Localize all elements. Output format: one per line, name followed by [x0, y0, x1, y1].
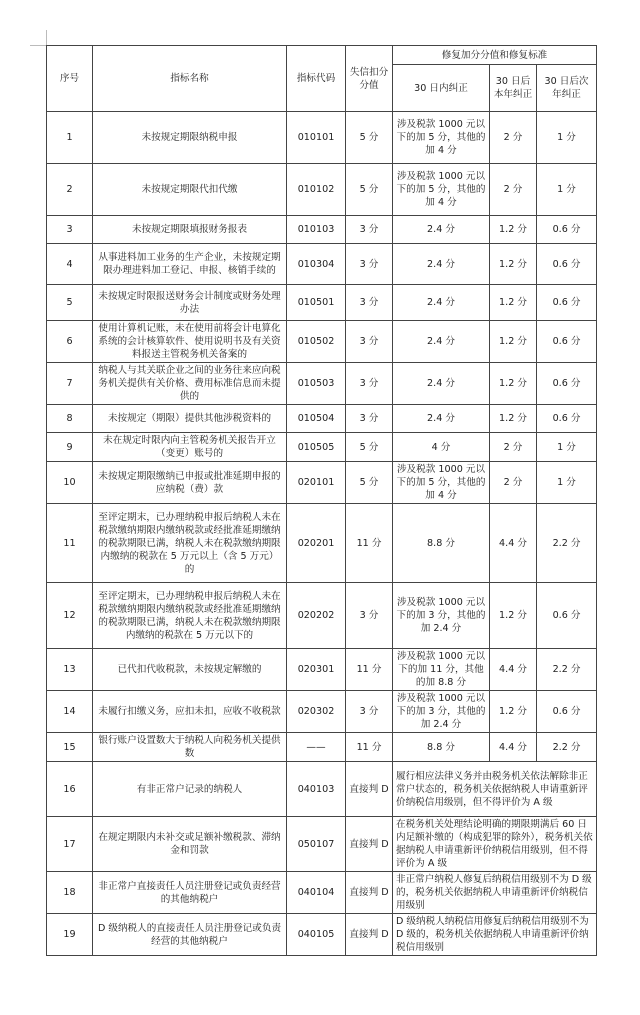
row-deduct-cell: 5 分 [346, 462, 393, 504]
row-seq-cell: 17 [47, 817, 93, 872]
row-code-cell: 010502 [287, 321, 346, 363]
row-name-cell: 未按规定期限纳税申报 [93, 112, 287, 164]
row-name-cell: 未履行扣缴义务，应扣未扣，应收不收税款 [93, 691, 287, 733]
row-after-30-days-next-year-cell: 1 分 [537, 112, 597, 164]
row-code-cell: 020302 [287, 691, 346, 733]
row-within-30-days-cell: 涉及税款 1000 元以下的加 5 分，其他的加 4 分 [393, 462, 490, 504]
row-name-cell: 从事进料加工业务的生产企业，未按规定期限办理进料加工登记、申报、核销手续的 [93, 244, 287, 285]
row-repair-standard-cell: 履行相应法律义务并由税务机关依法解除非正常户状态的，税务机关依据纳税人申请重新评价纳税信用级别，但不得评价为 A 级 [393, 762, 597, 817]
header-code: 指标代码 [287, 46, 346, 112]
row-name-cell: 至评定期末，已办理纳税申报后纳税人未在税款缴纳期限内缴纳税款或经批准延期缴纳的税款期限已满，纳税人未在税款缴纳期限内缴纳的税款在 5 万元以上（含 5 万元）的 [93, 504, 287, 583]
row-code-cell: 010503 [287, 363, 346, 405]
row-after-30-days-next-year-cell: 0.6 分 [537, 244, 597, 285]
table-row [47, 462, 597, 504]
row-name-cell: 银行账户设置数大于纳税人向税务机关提供数 [93, 733, 287, 762]
row-seq-cell: 19 [47, 914, 93, 956]
table-row [47, 583, 597, 649]
row-name-cell: 未按规定期限代扣代缴 [93, 164, 287, 216]
row-deduct-cell: 直接判 D [346, 817, 393, 872]
row-name-cell: 非正常户直接责任人员注册登记或负责经营的其他纳税户 [93, 872, 287, 914]
row-within-30-days-cell: 2.4 分 [393, 363, 490, 405]
header-name: 指标名称 [93, 46, 287, 112]
table-row [47, 321, 597, 363]
row-seq-cell: 14 [47, 691, 93, 733]
row-after-30-days-next-year-cell: 0.6 分 [537, 216, 597, 244]
row-after-30-days-next-year-cell: 1 分 [537, 433, 597, 462]
row-repair-standard-cell: 非正常户纳税人修复后纳税信用级别不为 D 级的，税务机关依据纳税人申请重新评价纳税信用级别 [393, 872, 597, 914]
row-code-cell: 010501 [287, 285, 346, 321]
table-body [47, 46, 597, 956]
row-after-30-days-next-year-cell: 0.6 分 [537, 285, 597, 321]
row-deduct-cell: 直接判 D [346, 762, 393, 817]
row-deduct-cell: 5 分 [346, 433, 393, 462]
row-name-cell: 未在规定时限内向主管税务机关报告开立（变更）账号的 [93, 433, 287, 462]
row-within-30-days-cell: 2.4 分 [393, 244, 490, 285]
row-code-cell: —— [287, 733, 346, 762]
row-name-cell: D 级纳税人的直接责任人员注册登记或负责经营的其他纳税户 [93, 914, 287, 956]
table-row [47, 872, 597, 914]
header-after-30-days-this-year: 30 日后本年纠正 [490, 65, 537, 112]
row-after-30-days-this-year-cell: 1.2 分 [490, 405, 537, 433]
row-deduct-cell: 3 分 [346, 583, 393, 649]
row-after-30-days-next-year-cell: 0.6 分 [537, 405, 597, 433]
row-within-30-days-cell: 4 分 [393, 433, 490, 462]
row-seq-cell: 5 [47, 285, 93, 321]
tax-credit-repair-table [46, 45, 597, 956]
row-code-cell: 010101 [287, 112, 346, 164]
row-after-30-days-this-year-cell: 2 分 [490, 462, 537, 504]
row-deduct-cell: 11 分 [346, 504, 393, 583]
row-seq-cell: 8 [47, 405, 93, 433]
row-after-30-days-next-year-cell: 2.2 分 [537, 504, 597, 583]
row-after-30-days-this-year-cell: 1.2 分 [490, 216, 537, 244]
row-name-cell: 有非正常户记录的纳税人 [93, 762, 287, 817]
row-after-30-days-next-year-cell: 1 分 [537, 462, 597, 504]
row-seq-cell: 7 [47, 363, 93, 405]
row-seq-cell: 11 [47, 504, 93, 583]
row-after-30-days-next-year-cell: 0.6 分 [537, 691, 597, 733]
row-deduct-cell: 5 分 [346, 164, 393, 216]
row-after-30-days-this-year-cell: 2 分 [490, 112, 537, 164]
row-code-cell: 050107 [287, 817, 346, 872]
row-after-30-days-next-year-cell: 0.6 分 [537, 363, 597, 405]
row-deduct-cell: 3 分 [346, 405, 393, 433]
row-deduct-cell: 直接判 D [346, 914, 393, 956]
table-row [47, 216, 597, 244]
row-seq-cell: 16 [47, 762, 93, 817]
row-after-30-days-this-year-cell: 4.4 分 [490, 733, 537, 762]
header-repair-group: 修复加分分值和修复标准 [393, 46, 597, 65]
row-code-cell: 010304 [287, 244, 346, 285]
row-name-cell: 至评定期末，已办理纳税申报后纳税人未在税款缴纳期限内缴纳税款或经批准延期缴纳的税款期限已满，纳税人未在税款缴纳期限内缴纳的税款在 5 万元以下的 [93, 583, 287, 649]
row-code-cell: 040103 [287, 762, 346, 817]
row-deduct-cell: 3 分 [346, 321, 393, 363]
row-code-cell: 040104 [287, 872, 346, 914]
row-within-30-days-cell: 8.8 分 [393, 733, 490, 762]
row-deduct-cell: 11 分 [346, 649, 393, 691]
row-after-30-days-this-year-cell: 1.2 分 [490, 363, 537, 405]
row-seq-cell: 12 [47, 583, 93, 649]
row-deduct-cell: 3 分 [346, 363, 393, 405]
row-name-cell: 未按规定期限缴纳已申报或批准延期申报的应纳税（费）款 [93, 462, 287, 504]
row-deduct-cell: 3 分 [346, 244, 393, 285]
row-seq-cell: 18 [47, 872, 93, 914]
table-row [47, 244, 597, 285]
row-within-30-days-cell: 2.4 分 [393, 285, 490, 321]
row-seq-cell: 4 [47, 244, 93, 285]
row-name-cell: 已代扣代收税款，未按规定解缴的 [93, 649, 287, 691]
table-row [47, 405, 597, 433]
row-seq-cell: 3 [47, 216, 93, 244]
table-row [47, 363, 597, 405]
row-code-cell: 020201 [287, 504, 346, 583]
row-within-30-days-cell: 2.4 分 [393, 405, 490, 433]
table-row [47, 733, 597, 762]
table-row [47, 817, 597, 872]
header-within-30-days: 30 日内纠正 [393, 65, 490, 112]
table-row [47, 762, 597, 817]
row-code-cell: 010102 [287, 164, 346, 216]
row-code-cell: 020301 [287, 649, 346, 691]
row-deduct-cell: 11 分 [346, 733, 393, 762]
row-deduct-cell: 3 分 [346, 691, 393, 733]
table-row [47, 433, 597, 462]
crop-mark-horizontal [30, 45, 46, 46]
row-after-30-days-this-year-cell: 4.4 分 [490, 504, 537, 583]
row-after-30-days-next-year-cell: 1 分 [537, 164, 597, 216]
table-row [47, 504, 597, 583]
row-code-cell: 010505 [287, 433, 346, 462]
row-within-30-days-cell: 涉及税款 1000 元以下的加 5 分，其他的加 4 分 [393, 164, 490, 216]
row-after-30-days-next-year-cell: 0.6 分 [537, 583, 597, 649]
table-row [47, 285, 597, 321]
row-after-30-days-next-year-cell: 0.6 分 [537, 321, 597, 363]
row-name-cell: 未按规定期限填报财务报表 [93, 216, 287, 244]
crop-mark-vertical [46, 30, 47, 46]
row-after-30-days-this-year-cell: 1.2 分 [490, 285, 537, 321]
row-name-cell: 未按规定（期限）提供其他涉税资料的 [93, 405, 287, 433]
row-seq-cell: 9 [47, 433, 93, 462]
table-row [47, 649, 597, 691]
table-row [47, 914, 597, 956]
row-after-30-days-this-year-cell: 1.2 分 [490, 691, 537, 733]
row-repair-standard-cell: D 级纳税人纳税信用修复后纳税信用级别不为 D 级的，税务机关依据纳税人申请重新评价纳税信用级别 [393, 914, 597, 956]
row-after-30-days-next-year-cell: 2.2 分 [537, 649, 597, 691]
row-after-30-days-this-year-cell: 1.2 分 [490, 583, 537, 649]
row-name-cell: 使用计算机记账，未在使用前将会计电算化系统的会计核算软件、使用说明书及有关资料报送主管税务机关备案的 [93, 321, 287, 363]
row-seq-cell: 2 [47, 164, 93, 216]
row-seq-cell: 10 [47, 462, 93, 504]
row-after-30-days-this-year-cell: 4.4 分 [490, 649, 537, 691]
row-repair-standard-cell: 在税务机关处理结论明确的期限期满后 60 日内足额补缴的（构成犯罪的除外），税务机关依据纳税人申请重新评价纳税信用级别，但不得评价为 A 级 [393, 817, 597, 872]
table-row [47, 691, 597, 733]
table-row [47, 164, 597, 216]
row-code-cell: 010103 [287, 216, 346, 244]
row-after-30-days-next-year-cell: 2.2 分 [537, 733, 597, 762]
row-within-30-days-cell: 涉及税款 1000 元以下的加 5 分，其他的加 4 分 [393, 112, 490, 164]
row-code-cell: 010504 [287, 405, 346, 433]
row-seq-cell: 13 [47, 649, 93, 691]
row-code-cell: 020101 [287, 462, 346, 504]
row-within-30-days-cell: 2.4 分 [393, 216, 490, 244]
row-within-30-days-cell: 2.4 分 [393, 321, 490, 363]
row-within-30-days-cell: 涉及税款 1000 元以下的加 3 分，其他的加 2.4 分 [393, 583, 490, 649]
header-after-30-days-next-year: 30 日后次年纠正 [537, 65, 597, 112]
row-within-30-days-cell: 涉及税款 1000 元以下的加 3 分，其他的加 2.4 分 [393, 691, 490, 733]
row-after-30-days-this-year-cell: 1.2 分 [490, 244, 537, 285]
row-deduct-cell: 3 分 [346, 285, 393, 321]
table-row [47, 112, 597, 164]
header-seq: 序号 [47, 46, 93, 112]
row-code-cell: 040105 [287, 914, 346, 956]
row-code-cell: 020202 [287, 583, 346, 649]
row-seq-cell: 1 [47, 112, 93, 164]
row-name-cell: 在规定期限内未补交或足额补缴税款、滞纳金和罚款 [93, 817, 287, 872]
row-deduct-cell: 5 分 [346, 112, 393, 164]
row-within-30-days-cell: 涉及税款 1000 元以下的加 11 分，其他的加 8.8 分 [393, 649, 490, 691]
header-deduct: 失信扣分分值 [346, 46, 393, 112]
header-row-1 [47, 46, 597, 65]
row-seq-cell: 15 [47, 733, 93, 762]
row-after-30-days-this-year-cell: 2 分 [490, 164, 537, 216]
row-name-cell: 纳税人与其关联企业之间的业务往来应向税务机关提供有关价格、费用标准信息而未提供的 [93, 363, 287, 405]
row-deduct-cell: 3 分 [346, 216, 393, 244]
row-within-30-days-cell: 8.8 分 [393, 504, 490, 583]
row-name-cell: 未按规定时限报送财务会计制度或财务处理办法 [93, 285, 287, 321]
row-deduct-cell: 直接判 D [346, 872, 393, 914]
row-after-30-days-this-year-cell: 2 分 [490, 433, 537, 462]
row-after-30-days-this-year-cell: 1.2 分 [490, 321, 537, 363]
row-seq-cell: 6 [47, 321, 93, 363]
